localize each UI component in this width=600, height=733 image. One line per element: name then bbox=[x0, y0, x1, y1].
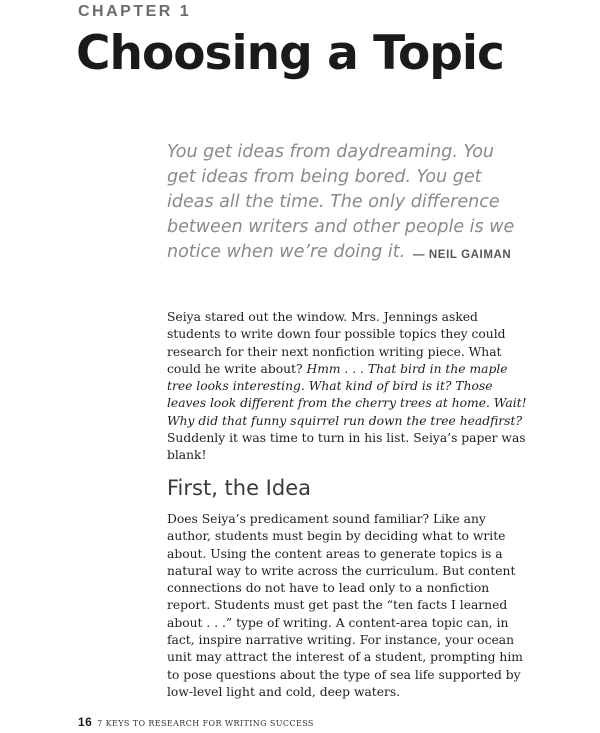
page-number: 16 bbox=[78, 715, 93, 729]
intro-text-start: Seiya stared out the window. Mrs. Jennings asked students to write down four possible topics they could research for their next nonfiction writing piece. What could he write about? bbox=[167, 310, 506, 376]
intro-paragraph bbox=[167, 309, 532, 465]
epigraph-quote: You get ideas from daydreaming. You get ideas from being bored. You get ideas all the time. The only difference between writers and other people is we notice when we’re doing it. bbox=[167, 142, 515, 262]
section-body: Does Seiya’s predicament sound familiar? Like any author, students must begin by deciding what to write about. Using the content areas to generate topics is a natural way to write across the curriculum. But content connections do not have to lead only to a nonfiction report. Students must get past the “ten facts I learned about . . .” type of writing. A content-area topic can, in fact, inspire narrative writing. For instance, your ocean unit may attract the interest of a student, prompting him to pose questions about the type of sea life supported by low-level light and cold, deep waters. bbox=[167, 512, 523, 699]
intro-italic-thoughts: Hmm . . . That bird in the maple tree looks interesting. What kind of bird is it? Those leaves look different from the cherry trees at home. Wait! Why did that funny squirrel run down the tree headfirst? bbox=[167, 361, 527, 428]
chapter-label: CHAPTER 1 bbox=[78, 3, 192, 20]
running-footer-title: 7 KEYS TO RESEARCH FOR WRITING SUCCESS bbox=[97, 719, 314, 728]
section-heading: First, the Idea bbox=[167, 476, 311, 500]
epigraph-attribution: — NEIL GAIMAN bbox=[413, 249, 512, 261]
page-footer bbox=[78, 715, 314, 729]
intro-text-end: Suddenly it was time to turn in his list. Seiya’s paper was blank! bbox=[167, 431, 526, 463]
chapter-title: Choosing a Topic bbox=[76, 26, 504, 81]
